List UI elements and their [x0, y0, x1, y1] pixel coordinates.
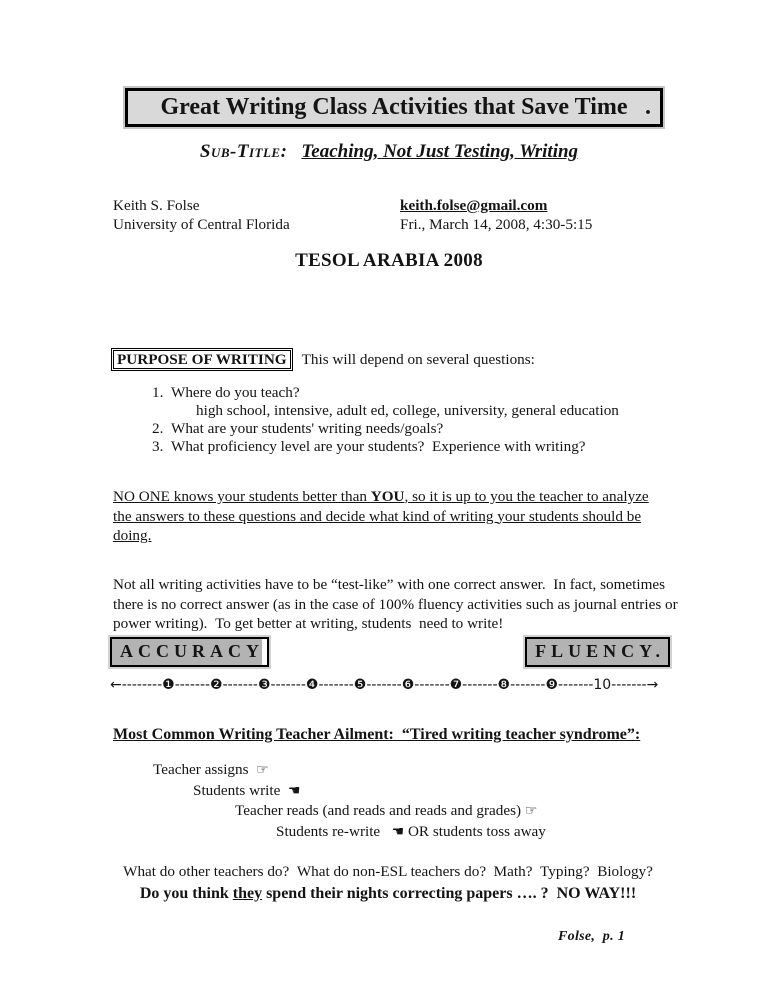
- page-title: Great Writing Class Activities that Save Time: [160, 94, 628, 120]
- accuracy-label-box: ACCURACY: [110, 637, 269, 667]
- ailment-heading: Most Common Writing Teacher Ailment: “Tired writing teacher syndrome”:: [113, 726, 641, 743]
- questions-list: [152, 384, 619, 456]
- pointing-hand-right-icon: ☞: [524, 803, 538, 819]
- pointing-hand-left-icon: ☚: [391, 823, 405, 840]
- closing-block: [104, 861, 672, 904]
- subtitle-line: [113, 141, 665, 163]
- workflow-step: [235, 801, 546, 822]
- emphasis-you: YOU: [370, 488, 405, 505]
- author-affiliation: University of Central Florida: [113, 215, 290, 233]
- purpose-heading-box: PURPOSE OF WRITING: [113, 350, 291, 369]
- emphasis-post: , so it is up to you the teacher to analyze the answers to these questions and decide what kind of writing your students should be doing.: [113, 488, 649, 544]
- step-text: Teacher assigns: [153, 761, 257, 778]
- list-item: 1. Where do you teach?: [152, 384, 300, 401]
- closing-statement: [104, 883, 672, 905]
- title-box: [125, 88, 663, 127]
- accuracy-fluency-row: [110, 637, 670, 667]
- fluency-label-box: FLUENCY.: [525, 637, 670, 667]
- list-item: 2. What are your students' writing needs/goals?: [152, 420, 444, 437]
- subtitle-text: Teaching, Not Just Testing, Writing: [301, 141, 579, 162]
- right-arrow-icon: →: [646, 677, 659, 693]
- workflow-steps: [113, 760, 546, 842]
- closing-pre: Do you think: [139, 884, 233, 902]
- subtitle-label: Sub-Title:: [199, 141, 288, 162]
- workflow-step: [153, 760, 546, 781]
- step-text-suffix: OR students toss away: [404, 822, 546, 840]
- author-block: [113, 197, 290, 234]
- workflow-step: [276, 822, 546, 843]
- workflow-step: [193, 781, 546, 802]
- pointing-hand-left-icon: ☚: [287, 782, 301, 799]
- step-text: Teacher reads (and reads and reads and grades): [235, 802, 525, 819]
- fluency-paragraph: Not all writing activities have to be “test-like” with one correct answer. In fact, sometimes there is no correct answer (as in the case of 100% fluency activities such as journal entries or power writing). To get better at writing, students need to write!: [113, 576, 678, 632]
- page-footer: Folse, p. 1: [558, 929, 625, 944]
- purpose-section-heading: [113, 351, 535, 369]
- list-item: 3. What proficiency level are your students? Experience with writing?: [152, 438, 586, 455]
- emphasis-paragraph: [113, 487, 669, 546]
- author-email: keith.folse@gmail.com: [400, 197, 548, 214]
- closing-they: they: [232, 884, 263, 902]
- emphasis-pre: NO ONE knows your students better than: [113, 488, 371, 505]
- closing-post: spend their nights correcting papers …. ? NO WAY!!!: [262, 884, 637, 902]
- pointing-hand-right-icon: ☞: [256, 762, 269, 778]
- title-period: .: [645, 94, 651, 120]
- author-name: Keith S. Folse: [113, 197, 200, 214]
- step-text: Students write: [193, 781, 288, 799]
- purpose-intro: This will depend on several questions:: [301, 351, 535, 368]
- closing-question: What do other teachers do? What do non-ESL teachers do? Math? Typing? Biology?: [123, 863, 653, 880]
- accuracy-fluency-scale: [110, 677, 670, 693]
- left-arrow-icon: ←: [110, 677, 122, 693]
- contact-block: [400, 197, 592, 234]
- conference-title: TESOL ARABIA 2008: [295, 250, 483, 271]
- list-item-sub: high school, intensive, adult ed, college, university, general education: [196, 402, 619, 419]
- scale-dashes: --------❶-------❷-------❸-------❹-------❺-------❻-------❼-------❽-------❾-------10-------: [121, 677, 647, 693]
- step-text: Students re-write: [276, 822, 392, 840]
- session-datetime: Fri., March 14, 2008, 4:30-5:15: [400, 215, 593, 233]
